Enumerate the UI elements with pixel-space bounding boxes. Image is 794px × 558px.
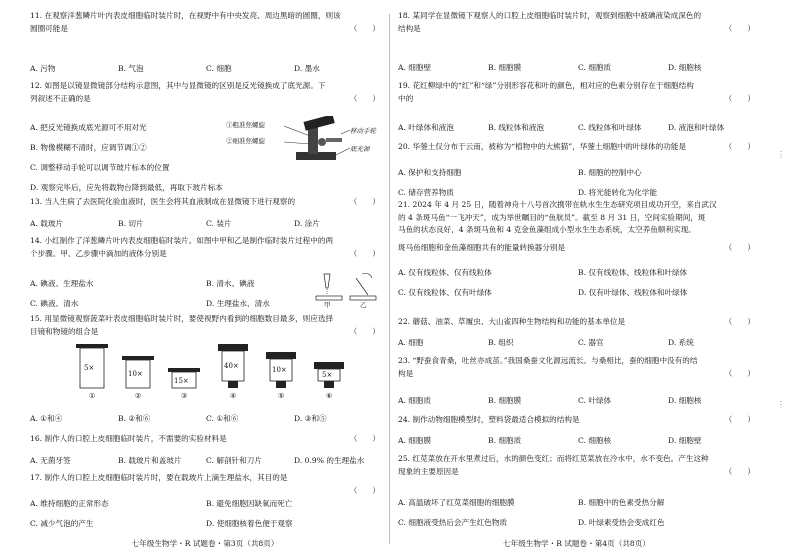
question-text: 22. 蘑菇、油菜、草履虫、大山雀四种生物结构和功能的基本单位是 [398,317,626,326]
option-b: B. 清水、碘液 [206,279,255,288]
option-b: B. 细胞质 [488,436,522,445]
question-text: 构是 [398,368,414,378]
option-c: C. 调整移动手轮可以调节玻片标本的位置 [30,163,170,172]
answer-blank: （ ） [349,326,380,336]
question-text: 结构是 [398,23,421,33]
answer-blank: （ ） [724,317,755,326]
lens-number: ⑤ [278,392,285,400]
lens-magnification: 10× [272,366,287,374]
answer-blank: （ ） [349,23,380,33]
lens-number: ④ [230,392,237,400]
question-text: 16. 制作人的口腔上皮细胞临时装片，不需要的实验材料是 [30,434,227,443]
option-a: A. 保护和支持细胞 [398,168,462,177]
question-text: 15. 用显微镜观察菠菜叶表皮细胞临时装片时，要使视野内看到的细胞数目最多，则应选择 [30,314,334,323]
question-12 [30,80,380,105]
answer-blank: （ ） [349,93,380,103]
option-d: D. 观察完毕后，应先将载物台降到最低，再取下玻片标本 [30,183,223,192]
answer-blank: （ ） [349,434,380,443]
question-text: 现象的主要原因是 [398,466,459,476]
lens-number: ② [135,392,142,400]
option-c: C. 解剖针和刀片 [206,456,262,465]
option-a: A. 载玻片 [30,219,64,228]
fold-marker: ⋮ [777,150,785,159]
question-text: 23. “野蚕食青桑，吐丝亦成茧。”我国桑蚕文化源远流长。与桑相比，蚕的细胞中没有的结 [398,356,698,365]
option-a: A. 细胞 [398,338,424,347]
option-b: B. 切片 [118,219,144,228]
question-25 [398,453,755,478]
option-b: B. 气泡 [118,64,144,73]
question-14 [30,235,380,260]
option-d: D. 叶绿素受热会变成红色 [578,518,665,527]
question-13 [30,196,380,209]
option-c: C. 叶绿体 [578,396,612,405]
option-b: B. 组织 [488,338,514,347]
option-d: D. 细胞核 [668,63,702,72]
option-d: D. 墨水 [294,64,320,73]
option-d: D. 使细胞核着色便于观察 [206,519,293,528]
question-text: 中的 [398,93,414,103]
question-text: 马鱼的状态良好，4 条斑马鱼和 4 克金鱼藻组成小型水生生态系统，太空养鱼顺利实现。 [398,225,696,235]
answer-blank: （ ） [724,415,755,424]
question-21 [398,199,755,254]
option-a: A. 高温破坏了红苋菜细胞的细胞膜 [398,498,515,507]
option-a: A. 维持细胞的正常形态 [30,499,109,508]
option-c: C. 细胞核 [578,436,612,445]
slide-steps-figure [312,268,378,308]
option-b: B. 细胞的控制中心 [578,168,642,177]
question-text: 19. 花红柳绿中的“红”和“绿”分别形容花和叶的颜色，相对应的色素分别存在于细胞结构 [398,81,694,90]
question-text: 目镜和物镜的组合是 [30,326,99,336]
option-d: D. 生理盐水、清水 [206,299,270,308]
option-a: A. 把反光镜换成底光源可不用对光 [30,123,147,132]
right-page [398,0,755,558]
question-text: 20. 华蓥土仅分布于云南，被称为“植物中的大熊猫”，华蓥土细胞中的叶绿体的功能是 [398,142,687,151]
question-17 [30,472,380,495]
lens-number: ③ [181,392,188,400]
option-b: B. 线粒体和液泡 [488,123,544,132]
question-text: 18. 某同学在显微镜下观察人的口腔上皮细胞临时装片时，观察到细胞中被碘液染成深色的 [398,11,702,20]
lens-figure [70,342,370,404]
question-text: 17. 制作人的口腔上皮细胞临时装片时，要在载玻片上滴生理盐水，其目的是 [30,473,288,482]
option-c: C. ①和⑥ [206,414,239,423]
answer-blank: （ ） [349,485,380,495]
question-16 [30,433,380,446]
lens-magnification: 10× [128,370,143,378]
question-text: 21. 2024 年 4 月 25 日，随着神舟十八号首次携带在轨水生生态研究项目成功开空，来自武汉 [398,200,717,209]
lens-magnification: 5× [84,364,95,372]
option-b: B. 仅有线粒体、线粒体和叶绿体 [578,268,688,277]
question-20 [398,141,755,154]
option-c: C. 减少气泡的产生 [30,519,94,528]
option-d: D. 涂片 [294,219,320,228]
question-text: 24. 制作动物细胞模型时，塑料袋最适合模拟的结构是 [398,415,580,424]
microscope-figure [226,116,376,164]
answer-blank: （ ） [724,466,755,476]
option-c: C. 细胞液受热后会产生红色物质 [398,518,508,527]
answer-blank: （ ） [724,368,755,378]
option-c: C. 仅有线粒体、仅有叶绿体 [398,288,492,297]
lens-number: ⑥ [326,392,333,400]
option-a: A. 细胞质 [398,396,432,405]
question-24 [398,414,755,427]
option-a: A. 碘液、生理盐水 [30,279,94,288]
option-d: D. 0.9% 的生理盐水 [294,456,365,465]
question-text: 11. 在观察洋葱鳞片叶内表皮细胞临时装片时，在视野中有中央发亮、周边黑暗的圆圈，则该 [30,11,341,20]
question-19 [398,80,755,105]
option-a: A. 细胞膜 [398,436,432,445]
question-15 [30,313,380,338]
lens-magnification: 40× [224,362,239,370]
answer-blank: （ ） [724,243,755,252]
option-b: B. 物像模糊不清时，应调节调①② [30,143,147,152]
option-a: A. 仅有线粒体、仅有线粒体 [398,268,492,277]
option-b: B. 载玻片和盖玻片 [118,456,182,465]
answer-blank: （ ） [724,23,755,33]
option-a: A. 污物 [30,64,56,73]
question-text: 斑马鱼细胞和金鱼藻细胞共有的能量转换器分别是 [398,242,566,252]
option-d: D. 仅有叶绿体、线粒体和叶绿体 [578,288,688,297]
option-c: C. 线粒体和叶绿体 [578,123,642,132]
option-a: A. 无菌牙签 [30,456,71,465]
lens-magnification: 15× [174,377,189,385]
answer-blank: （ ） [724,93,755,103]
option-b: B. 避免细胞因缺氧而死亡 [206,499,293,508]
question-22 [398,316,755,329]
figure-label: 乙 [360,301,367,309]
answer-blank: （ ） [724,142,755,151]
question-text: 的 4 条斑马鱼“一飞冲天”，成为举世瞩目的“鱼航员”。截至 8 月 31 日，空间实验期间，斑 [398,212,706,222]
option-b: B. ②和⑥ [118,414,151,423]
option-b: B. 细胞膜 [488,63,522,72]
answer-blank: （ ） [349,248,380,258]
page-footer: 七年级生物学・R 试题卷・第3页（共8页） [131,539,279,548]
option-c: C. 器官 [578,338,604,347]
option-c: C. 储存营养物质 [398,188,454,197]
fold-marker: ⋮ [777,400,785,409]
question-text: 12. 如图是以镜显微镜部分结构示意图，其中与显微镜的区别是反光镜换成了底光源。下 [30,81,326,90]
page-divider [389,14,390,544]
question-18 [398,10,755,35]
figure-label: 移动手轮 [350,127,376,135]
option-c: C. 细胞质 [578,63,612,72]
option-c: C. 碘液、清水 [30,299,79,308]
option-c: C. 细胞 [206,64,232,73]
option-a: A. ①和④ [30,414,63,423]
question-11 [30,10,380,35]
question-text: 13. 当人生病了去医院化验血液时，医生会将其血液制成在显微镜下进行观察的 [30,197,296,206]
option-d: D. 细胞壁 [668,436,702,445]
question-text: 个步骤。甲、乙步骤中滴加的液体分别是 [30,248,167,258]
option-d: D. ③和⑤ [294,414,327,423]
lens-magnification: 5× [322,371,333,379]
option-a: A. 细胞壁 [398,63,432,72]
question-text: 列叙述不正确的是 [30,93,91,103]
option-b: B. 细胞膜 [488,396,522,405]
option-d: D. 细胞核 [668,396,702,405]
question-text: 14. 小红制作了洋葱鳞片叶内表皮细胞临时装片。如图中甲和乙是制作临时装片过程中的两 [30,236,334,245]
option-b: B. 细胞中的色素受热分解 [578,498,665,507]
option-d: D. 系统 [668,338,694,347]
left-page [30,0,380,558]
option-d: D. 液泡和叶绿体 [668,123,725,132]
page-footer: 七年级生物学・R 试题卷・第4页（共8页） [503,539,650,548]
question-23 [398,355,755,380]
figure-label: 甲 [324,301,331,309]
option-d: D. 将光能转化为化学能 [578,188,657,197]
figure-label: ②细准焦螺旋 [226,137,265,145]
question-text: 圆圈可能是 [30,23,68,33]
question-text: 25. 红苋菜放在开水里煮过后，水的颜色变红；而将红苋菜放在冷水中，水不变色。产生这种 [398,454,709,463]
answer-blank: （ ） [349,197,380,206]
figure-label: ①粗准焦螺旋 [226,121,265,129]
lens-number: ① [89,392,96,400]
option-c: C. 装片 [206,219,232,228]
option-a: A. 叶绿体和液泡 [398,123,454,132]
figure-label: 底光源 [350,145,370,153]
